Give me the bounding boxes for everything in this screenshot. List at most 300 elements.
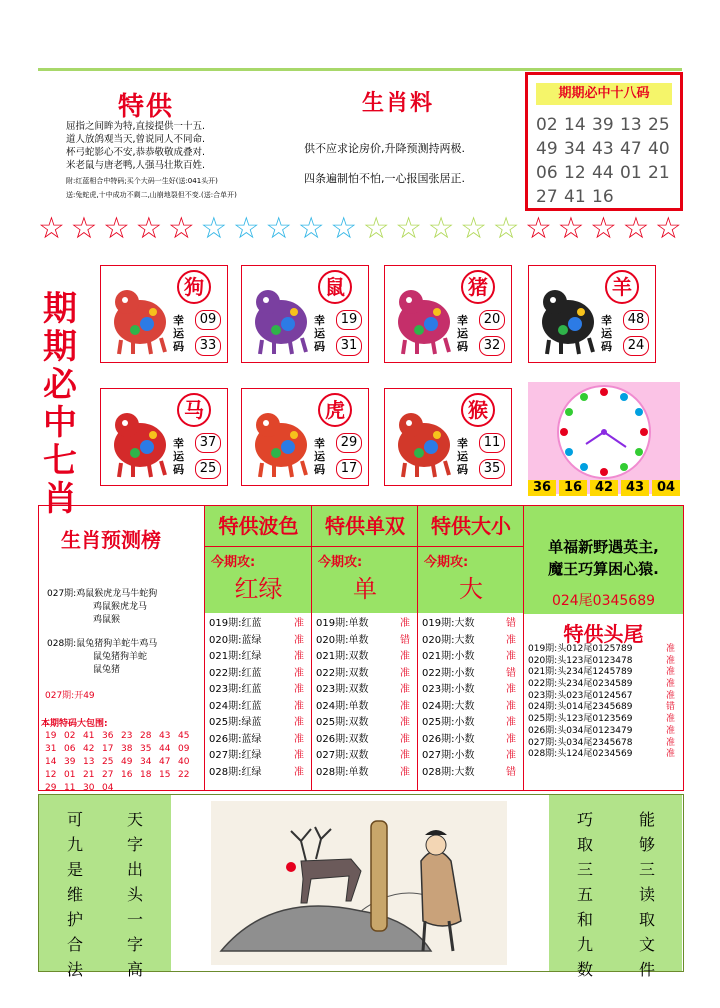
zodiac-papercut-icon bbox=[535, 274, 601, 356]
left-col1-char: 可 bbox=[66, 810, 83, 829]
row-value: 头234尾0234589 bbox=[557, 679, 633, 690]
row-value: 红蓝 bbox=[241, 618, 262, 629]
seven-heading-char: 必 bbox=[43, 365, 77, 405]
tail-verse-box bbox=[524, 506, 683, 614]
row-period: 021期: bbox=[316, 651, 349, 662]
row-period: 023期: bbox=[422, 684, 455, 695]
package-number: 12 bbox=[45, 770, 57, 780]
row-result: 准 bbox=[665, 644, 675, 654]
tail-row bbox=[528, 738, 687, 750]
left-col2-char: 头 bbox=[126, 885, 143, 904]
oddeven-attack bbox=[312, 546, 418, 613]
package-number: 29 bbox=[45, 783, 57, 793]
row-value: 小数 bbox=[454, 667, 475, 679]
lucky-number: 33 bbox=[195, 336, 221, 356]
package-number: 02 bbox=[64, 731, 76, 741]
right-col1-char: 三 bbox=[576, 860, 593, 879]
right-col2-char: 读 bbox=[638, 885, 655, 904]
package-title: 本期特码大包围: bbox=[41, 719, 108, 729]
row-result: 准 bbox=[400, 766, 410, 778]
row-value: 头014尾2345689 bbox=[557, 702, 633, 713]
seven-heading bbox=[40, 290, 80, 518]
eighteen-number: 44 bbox=[592, 163, 614, 183]
row-result: 准 bbox=[665, 690, 675, 701]
row-period: 019期: bbox=[316, 618, 349, 629]
row-value: 头023尾0124567 bbox=[557, 690, 633, 701]
zodiac-papercut-icon bbox=[391, 397, 457, 479]
package-number: 01 bbox=[64, 770, 76, 780]
oddeven-row bbox=[316, 616, 422, 633]
row-result: 准 bbox=[294, 700, 304, 712]
row-period: 024期: bbox=[316, 700, 349, 712]
right-col1-char: 五 bbox=[576, 885, 593, 904]
clock-icon bbox=[528, 382, 680, 480]
eighteen-number: 14 bbox=[564, 115, 586, 135]
bigsmall-rows bbox=[422, 616, 528, 781]
row-result: 错 bbox=[400, 634, 410, 646]
star-icon: ☆ bbox=[297, 211, 325, 246]
eighteen-number: 49 bbox=[536, 139, 558, 159]
tail-row bbox=[528, 679, 687, 691]
tail-row bbox=[528, 667, 687, 679]
row-result: 准 bbox=[400, 733, 410, 745]
left-col2-char: 天 bbox=[126, 810, 143, 829]
row-value: 蓝绿 bbox=[241, 733, 262, 745]
eighteen-number: 25 bbox=[648, 115, 670, 135]
row-result: 准 bbox=[294, 618, 304, 629]
row-value: 小数 bbox=[454, 733, 475, 745]
row-result: 准 bbox=[665, 667, 675, 678]
row-period: 024期: bbox=[209, 700, 242, 712]
row-result: 准 bbox=[665, 714, 675, 725]
package-number: 42 bbox=[83, 744, 95, 754]
row-result: 准 bbox=[294, 750, 304, 761]
oddeven-row bbox=[316, 699, 422, 716]
left-column-2 bbox=[125, 807, 145, 982]
row-value: 小数 bbox=[454, 651, 475, 662]
package-number: 43 bbox=[159, 731, 171, 741]
star-icon: ☆ bbox=[622, 211, 650, 246]
top-divider bbox=[38, 68, 682, 71]
row-value: 头034尾0123479 bbox=[557, 725, 633, 736]
tail-verse-1: 单福新野遇英主, bbox=[548, 538, 659, 556]
star-icon: ☆ bbox=[460, 211, 487, 246]
right-col2-char: 文 bbox=[638, 935, 655, 954]
ranking-027-line-3: 鸡鼠猴 bbox=[93, 615, 121, 625]
row-value: 大数 bbox=[454, 634, 475, 646]
poem-line: 杯弓蛇影心不安,恭恭敬敬成叠对. bbox=[66, 147, 206, 158]
package-number: 28 bbox=[140, 731, 152, 741]
zodiac-card bbox=[241, 388, 369, 486]
wave-row bbox=[209, 765, 316, 782]
row-value: 红绿 bbox=[241, 651, 262, 662]
clock-numbers bbox=[528, 480, 680, 496]
row-period: 028期: bbox=[316, 766, 349, 778]
lucky-number: 20 bbox=[479, 310, 505, 330]
star-icon: ☆ bbox=[232, 211, 260, 246]
row-period: 022期: bbox=[528, 679, 558, 690]
package-number: 06 bbox=[64, 744, 76, 754]
row-value: 小数 bbox=[454, 717, 475, 728]
bigsmall-column bbox=[417, 506, 524, 790]
tail-row bbox=[528, 726, 687, 738]
row-value: 单数 bbox=[348, 700, 369, 712]
tail-verse-2: 魔王巧算困心猿. bbox=[548, 560, 659, 578]
package-number: 25 bbox=[102, 757, 114, 767]
row-period: 020期: bbox=[209, 634, 242, 646]
left-col1-char: 维 bbox=[66, 885, 83, 904]
row-result: 准 bbox=[665, 749, 675, 760]
ranking-028-line-1: 028期:鼠兔猪狗羊蛇牛鸡马 bbox=[47, 639, 158, 649]
lucky-number: 32 bbox=[479, 336, 505, 356]
wave-row bbox=[209, 699, 316, 716]
row-result: 准 bbox=[400, 667, 410, 679]
oddeven-row bbox=[316, 649, 422, 666]
row-value: 头124尾0234569 bbox=[557, 749, 633, 760]
left-col2-char: 高 bbox=[126, 960, 143, 979]
bigsmall-row bbox=[422, 732, 528, 749]
package-number: 44 bbox=[159, 744, 171, 754]
ranking-title: 生肖预测榜 bbox=[61, 528, 161, 552]
right-column-1 bbox=[575, 807, 595, 982]
wave-row bbox=[209, 715, 316, 732]
package-number: 27 bbox=[102, 770, 114, 780]
lucky-number: 17 bbox=[336, 459, 362, 479]
tail-row bbox=[528, 691, 687, 703]
left-col1-char: 护 bbox=[66, 910, 83, 929]
story-illustration bbox=[211, 801, 507, 965]
bigsmall-attack-label: 今期攻: bbox=[424, 555, 469, 570]
left-column-1 bbox=[65, 807, 85, 982]
lucky-label: 幸运码 bbox=[173, 314, 184, 353]
zodiac-name: 鼠 bbox=[318, 270, 352, 304]
star-icon: ☆ bbox=[135, 211, 163, 246]
row-result: 准 bbox=[400, 750, 410, 761]
row-result: 准 bbox=[665, 679, 675, 690]
row-period: 024期: bbox=[422, 700, 455, 712]
oddeven-rows bbox=[316, 616, 422, 781]
row-period: 021期: bbox=[209, 651, 242, 662]
row-period: 028期: bbox=[528, 749, 558, 760]
eighteen-numbers bbox=[536, 113, 676, 209]
tail-row bbox=[528, 656, 687, 668]
row-period: 022期: bbox=[316, 667, 349, 679]
wave-column bbox=[204, 506, 312, 790]
row-result: 准 bbox=[506, 717, 516, 728]
zodiac-card bbox=[384, 265, 512, 363]
row-period: 019期: bbox=[528, 644, 558, 654]
row-result: 准 bbox=[506, 651, 516, 662]
package-number: 04 bbox=[102, 783, 114, 793]
zodiac-material-line-2: 四条遍制怕不怕,一心报国张居正. bbox=[304, 172, 465, 185]
star-icon: ☆ bbox=[654, 211, 682, 246]
clock-box bbox=[528, 382, 680, 494]
tail-title: 特供头尾 bbox=[563, 622, 644, 646]
row-value: 绿蓝 bbox=[241, 717, 262, 728]
row-value: 头012尾0125789 bbox=[557, 644, 633, 654]
bigsmall-attack bbox=[418, 546, 524, 613]
star-icon: ☆ bbox=[427, 211, 455, 246]
bigsmall-row bbox=[422, 649, 528, 666]
lucky-label: 幸运码 bbox=[601, 314, 612, 353]
row-result: 错 bbox=[506, 618, 516, 629]
oddeven-row bbox=[316, 748, 422, 765]
wave-title: 特供波色 bbox=[205, 506, 312, 546]
row-value: 红绿 bbox=[241, 766, 262, 778]
star-icon: ☆ bbox=[492, 211, 520, 246]
package-number: 19 bbox=[45, 731, 57, 741]
row-value: 单数 bbox=[348, 618, 369, 629]
clock-number: 42 bbox=[590, 480, 618, 496]
package-number: 23 bbox=[121, 731, 133, 741]
row-result: 准 bbox=[506, 700, 516, 712]
oddeven-row bbox=[316, 682, 422, 699]
right-col2-char: 三 bbox=[638, 860, 655, 879]
eighteen-number: 43 bbox=[592, 139, 614, 159]
bigsmall-row bbox=[422, 765, 528, 782]
row-period: 025期: bbox=[209, 717, 242, 728]
row-result: 错 bbox=[665, 702, 675, 713]
row-period: 019期: bbox=[209, 618, 242, 629]
wave-row bbox=[209, 682, 316, 699]
bigsmall-row bbox=[422, 616, 528, 633]
bigsmall-row bbox=[422, 682, 528, 699]
row-value: 红蓝 bbox=[241, 667, 262, 679]
oddeven-attack-label: 今期攻: bbox=[318, 555, 363, 570]
zodiac-card bbox=[100, 388, 228, 486]
eighteen-number: 40 bbox=[648, 139, 670, 159]
left-col2-char: 出 bbox=[126, 860, 143, 879]
eighteen-number: 39 bbox=[592, 115, 614, 135]
row-value: 红绿 bbox=[241, 750, 262, 761]
row-result: 准 bbox=[400, 651, 410, 662]
zodiac-papercut-icon bbox=[248, 274, 314, 356]
eighteen-number: 34 bbox=[564, 139, 586, 159]
row-result: 准 bbox=[506, 684, 516, 695]
right-col1-char: 和 bbox=[576, 910, 593, 929]
right-column-2 bbox=[637, 807, 657, 982]
ranking-open: 027期:开49 bbox=[45, 691, 95, 701]
bigsmall-row bbox=[422, 633, 528, 650]
star-icon: ☆ bbox=[265, 211, 293, 246]
package-number: 45 bbox=[178, 731, 190, 741]
seven-heading-char: 中 bbox=[43, 403, 77, 443]
row-result: 准 bbox=[294, 766, 304, 778]
special-note-1: 附:红蓝相合中特码;买个大码一生好(送:041头开) bbox=[66, 177, 218, 185]
clock-number: 36 bbox=[528, 480, 556, 496]
eighteen-number: 06 bbox=[536, 163, 558, 183]
lucky-number: 24 bbox=[623, 336, 649, 356]
star-row bbox=[38, 212, 682, 246]
tail-column bbox=[523, 506, 683, 790]
left-col1-char: 是 bbox=[66, 860, 83, 879]
zodiac-card bbox=[384, 388, 512, 486]
row-result: 准 bbox=[665, 655, 675, 666]
package-number: 39 bbox=[64, 757, 76, 767]
deer-horse-illustration-icon bbox=[211, 801, 507, 965]
seven-heading-char: 期 bbox=[43, 289, 77, 329]
row-period: 025期: bbox=[316, 717, 349, 728]
bigsmall-attack-value: 大 bbox=[459, 575, 483, 603]
row-value: 头123尾0123569 bbox=[557, 714, 633, 725]
oddeven-title: 特供单双 bbox=[312, 506, 418, 546]
bigsmall-title: 特供大小 bbox=[418, 506, 524, 546]
row-result: 错 bbox=[506, 667, 516, 679]
star-icon: ☆ bbox=[330, 211, 358, 246]
zodiac-card bbox=[100, 265, 228, 363]
ranking-028-line-2: 鼠兔猪狗羊蛇 bbox=[93, 652, 148, 662]
right-col1-char: 取 bbox=[576, 835, 593, 854]
wave-row bbox=[209, 616, 316, 633]
clock-number: 16 bbox=[559, 480, 587, 496]
tail-number: 024尾0345689 bbox=[551, 593, 656, 609]
row-result: 准 bbox=[506, 733, 516, 745]
ranking-column bbox=[39, 506, 204, 793]
lucky-number: 31 bbox=[336, 336, 362, 356]
row-result: 准 bbox=[400, 684, 410, 695]
package-number: 47 bbox=[159, 757, 171, 767]
row-value: 双数 bbox=[348, 733, 369, 745]
row-value: 双数 bbox=[348, 684, 369, 695]
row-result: 准 bbox=[665, 725, 675, 736]
eighteen-number: 27 bbox=[536, 187, 558, 207]
clock-number: 04 bbox=[652, 480, 680, 496]
lucky-number: 09 bbox=[195, 310, 221, 330]
row-value: 头034尾2345678 bbox=[557, 737, 633, 748]
row-period: 027期: bbox=[316, 750, 349, 761]
wave-row bbox=[209, 666, 316, 683]
eighteen-number: 01 bbox=[620, 163, 642, 183]
tail-row bbox=[528, 714, 687, 726]
row-result: 准 bbox=[665, 737, 675, 748]
package-number: 41 bbox=[83, 731, 95, 741]
eighteen-title: 期期必中十八码 bbox=[536, 83, 672, 105]
row-period: 026期: bbox=[422, 733, 455, 745]
row-period: 019期: bbox=[422, 618, 455, 629]
wave-attack-value: 红绿 bbox=[234, 575, 283, 603]
left-col1-char: 九 bbox=[66, 835, 83, 854]
bigsmall-row bbox=[422, 748, 528, 765]
oddeven-attack-value: 单 bbox=[353, 575, 377, 603]
right-col2-char: 能 bbox=[638, 810, 655, 829]
row-result: 准 bbox=[294, 684, 304, 695]
eighteen-number: 21 bbox=[648, 163, 670, 183]
left-col2-char: 字 bbox=[126, 935, 143, 954]
eighteen-number: 47 bbox=[620, 139, 642, 159]
row-value: 大数 bbox=[454, 618, 475, 629]
seven-heading-char: 肖 bbox=[43, 479, 77, 519]
bigsmall-row bbox=[422, 666, 528, 683]
zodiac-name: 狗 bbox=[177, 270, 211, 304]
right-col1-char: 九 bbox=[576, 935, 593, 954]
tail-verse bbox=[524, 536, 683, 580]
star-icon: ☆ bbox=[395, 211, 423, 246]
zodiac-papercut-icon bbox=[391, 274, 457, 356]
left-col2-char: 一 bbox=[126, 910, 143, 929]
row-result: 准 bbox=[506, 750, 516, 761]
eighteen-number: 02 bbox=[536, 115, 558, 135]
special-note-2: 送:兔蛇虎,十中成功不剩二,山崩地裂但不变.(送:合单开) bbox=[66, 191, 237, 199]
oddeven-column bbox=[311, 506, 418, 790]
star-icon: ☆ bbox=[167, 211, 195, 246]
prediction-section bbox=[38, 505, 684, 791]
package-number: 22 bbox=[178, 770, 190, 780]
row-period: 022期: bbox=[422, 667, 455, 679]
row-value: 红蓝 bbox=[241, 700, 262, 712]
zodiac-papercut-icon bbox=[248, 397, 314, 479]
row-value: 小数 bbox=[454, 750, 475, 761]
right-col2-char: 件 bbox=[638, 960, 655, 979]
row-value: 双数 bbox=[348, 717, 369, 728]
row-period: 027期: bbox=[209, 750, 242, 761]
row-period: 023期: bbox=[528, 690, 558, 701]
zodiac-papercut-icon bbox=[107, 274, 173, 356]
ranking-027-line-1: 027期:鸡鼠猴虎龙马牛蛇狗 bbox=[47, 589, 158, 599]
seven-heading-char: 期 bbox=[43, 327, 77, 367]
wave-rows bbox=[209, 616, 316, 781]
ranking-027-line-2: 鸡鼠猴虎龙马 bbox=[93, 602, 148, 612]
star-icon: ☆ bbox=[38, 211, 65, 246]
package-number: 18 bbox=[140, 770, 152, 780]
star-icon: ☆ bbox=[102, 211, 130, 246]
star-icon: ☆ bbox=[200, 211, 228, 246]
bottom-section bbox=[38, 794, 684, 979]
bigsmall-row bbox=[422, 699, 528, 716]
package-number: 17 bbox=[102, 744, 114, 754]
row-result: 准 bbox=[294, 717, 304, 728]
zodiac-name: 猴 bbox=[461, 393, 495, 427]
right-col2-char: 取 bbox=[638, 910, 655, 929]
package-number: 13 bbox=[83, 757, 95, 767]
right-col1-char: 数 bbox=[576, 960, 593, 979]
row-result: 准 bbox=[294, 634, 304, 646]
eighteen-number: 41 bbox=[564, 187, 586, 207]
row-result: 准 bbox=[400, 700, 410, 712]
lucky-label: 幸运码 bbox=[457, 437, 468, 476]
package-number: 16 bbox=[121, 770, 133, 780]
tail-rows bbox=[528, 644, 687, 761]
package-number: 30 bbox=[83, 783, 95, 793]
row-result: 准 bbox=[294, 651, 304, 662]
bottom-right-panel bbox=[549, 795, 682, 979]
eighteen-number: 16 bbox=[592, 187, 614, 207]
zodiac-name: 虎 bbox=[318, 393, 352, 427]
row-period: 021期: bbox=[528, 667, 558, 678]
row-period: 027期: bbox=[528, 737, 558, 748]
clock-number: 43 bbox=[621, 480, 649, 496]
lucky-label: 幸运码 bbox=[173, 437, 184, 476]
wave-row bbox=[209, 748, 316, 765]
row-value: 大数 bbox=[454, 766, 475, 778]
row-value: 双数 bbox=[348, 667, 369, 679]
package-number: 15 bbox=[159, 770, 171, 780]
row-value: 双数 bbox=[348, 651, 369, 662]
row-period: 027期: bbox=[422, 750, 455, 761]
package-number: 21 bbox=[83, 770, 95, 780]
row-value: 红蓝 bbox=[241, 684, 262, 695]
lucky-label: 幸运码 bbox=[314, 314, 325, 353]
star-icon: ☆ bbox=[70, 211, 98, 246]
poem-line: 米老鼠与唐老鸭,人强马壮欺百姓. bbox=[66, 160, 206, 171]
zodiac-name: 马 bbox=[177, 393, 211, 427]
oddeven-row bbox=[316, 633, 422, 650]
wave-attack bbox=[205, 546, 312, 613]
package-number: 09 bbox=[178, 744, 190, 754]
row-period: 026期: bbox=[528, 725, 558, 736]
wave-row bbox=[209, 649, 316, 666]
oddeven-row bbox=[316, 765, 422, 782]
row-value: 头234尾1245789 bbox=[557, 667, 633, 678]
